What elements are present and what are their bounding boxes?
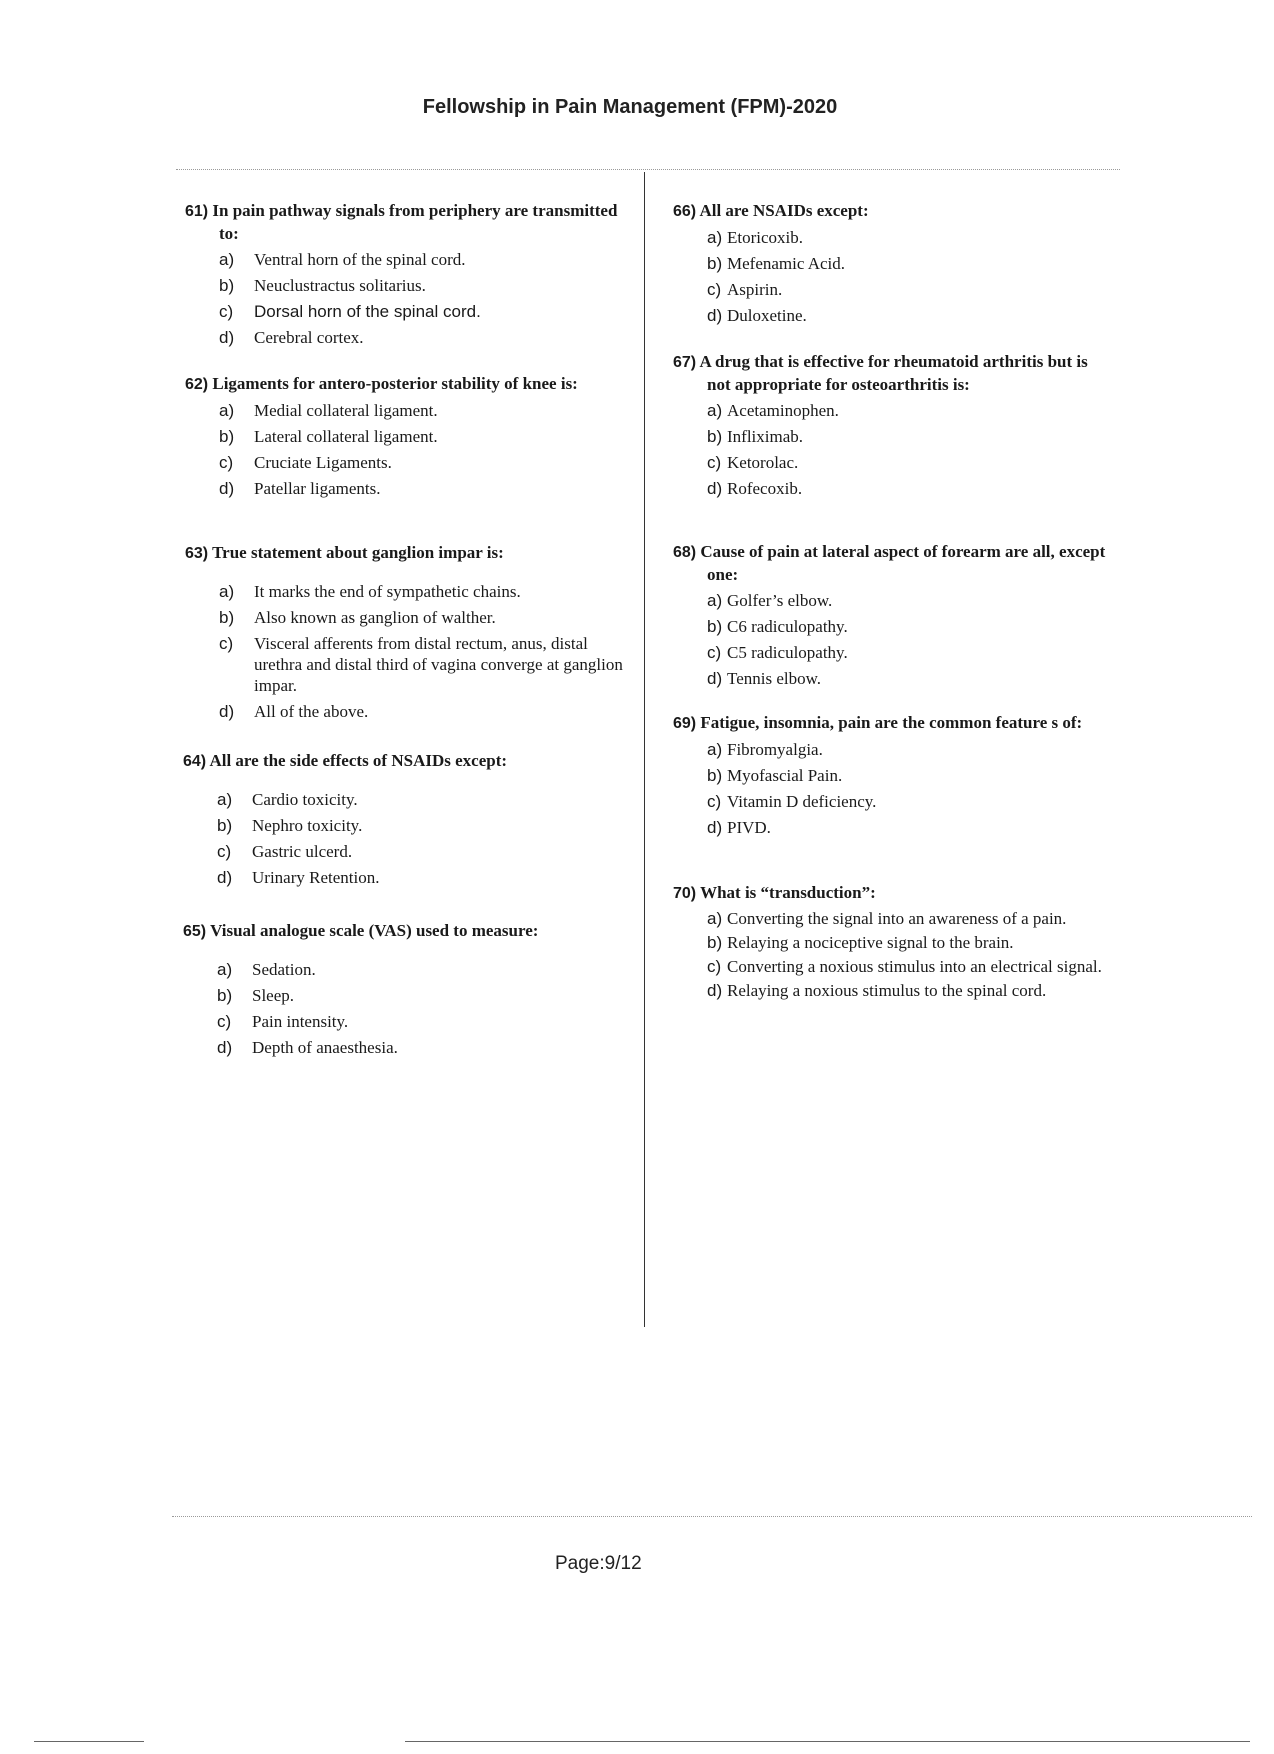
option-letter: c) [217,1012,232,1031]
option [183,1011,633,1032]
question-number: 65) [183,923,207,940]
option [183,959,633,980]
option [673,400,1113,421]
question-number: 63) [185,545,209,562]
option [185,275,625,296]
option-text: It marks the end of sympathetic chains. [254,582,521,601]
question-text: True statement about ganglion impar is: [212,543,504,562]
option [183,985,633,1006]
option-letter: d) [707,981,723,1000]
option-letter: a) [219,401,235,420]
option-text: Pain intensity. [252,1012,349,1031]
option-letter: d) [219,328,235,347]
option-letter: d) [217,868,233,887]
option-letter: b) [219,276,235,295]
option-text: Ketorolac. [727,453,799,472]
option-letter: b) [707,427,723,446]
option-text: Medial collateral ligament. [254,401,438,420]
option-text: All of the above. [254,702,369,721]
option [183,841,623,862]
question-65 [183,920,633,1063]
question-number: 66) [673,203,697,220]
question-63 [185,542,625,727]
option [183,1037,633,1058]
option-letter: c) [707,643,722,662]
option [673,957,1113,976]
option-letter: b) [217,986,233,1005]
option-letter: c) [219,302,234,321]
option-text: C5 radiculopathy. [727,643,848,662]
option-letter: a) [219,250,235,269]
question-64 [183,750,623,893]
option-text: Mefenamic Acid. [727,254,846,273]
scan-edge-line [34,1741,144,1742]
option-letter: c) [707,957,722,976]
question-text: Ligaments for antero-posterior stability of knee is: [212,374,578,393]
question-number: 64) [183,753,207,770]
option-letter: a) [707,401,723,420]
option-letter: b) [707,254,723,273]
question-68 [673,541,1113,694]
column-divider [644,172,645,1327]
option-text: Converting a noxious stimulus into an electrical signal. [727,957,1102,976]
option [185,452,625,473]
option-text: Vitamin D deficiency. [727,792,877,811]
option-text: Nephro toxicity. [252,816,363,835]
option-letter: d) [707,306,723,325]
option [185,426,625,447]
option-text: Aspirin. [727,280,783,299]
option-text: Dorsal horn of the spinal cord. [254,302,481,321]
question-text: All are the side effects of NSAIDs except: [209,751,508,770]
option-text: Relaying a nociceptive signal to the brain. [727,933,1014,952]
question-69 [673,712,1113,843]
option-text: Fibromyalgia. [727,740,823,759]
option [183,867,623,888]
option-text: Duloxetine. [727,306,807,325]
question-62 [185,373,625,504]
option-letter: b) [707,766,723,785]
option-text: Depth of anaesthesia. [252,1038,398,1057]
page-title: Fellowship in Pain Management (FPM)-2020 [422,96,838,118]
option [185,607,625,628]
option [673,817,1113,838]
question-number: 61) [185,203,209,220]
option-letter: a) [707,740,723,759]
question-text: Fatigue, insomnia, pain are the common feature s of: [700,713,1083,732]
option [185,249,625,270]
option-letter: c) [217,842,232,861]
option [185,478,625,499]
option-text: Urinary Retention. [252,868,380,887]
option [673,590,1113,611]
option [183,789,623,810]
question-number: 68) [673,544,697,561]
question-70 [673,882,1113,1005]
option [673,668,1113,689]
option-text: Cerebral cortex. [254,328,364,347]
top-divider [176,169,1120,170]
option-letter: c) [707,280,722,299]
option-letter: c) [707,453,722,472]
option-text: C6 radiculopathy. [727,617,848,636]
option-text: Tennis elbow. [727,669,822,688]
option-letter: b) [219,427,235,446]
option-text: Cardio toxicity. [252,790,358,809]
option-letter: d) [219,702,235,721]
question-text: Visual analogue scale (VAS) used to measure: [210,921,539,940]
option [673,253,1113,274]
question-text: Cause of pain at lateral aspect of forearm are all, except one: [700,542,1106,584]
option [673,981,1113,1000]
option [673,616,1113,637]
question-text: In pain pathway signals from periphery are transmitted to: [212,201,618,243]
option-text: Golfer’s elbow. [727,591,833,610]
option-text: Also known as ganglion of walther. [254,608,496,627]
option [183,815,623,836]
option-letter: a) [217,960,233,979]
option-letter: d) [707,669,723,688]
option-text: Gastric ulcerd. [252,842,353,861]
page-number: Page:9/12 [555,1553,642,1574]
option-text: Converting the signal into an awareness of a pain. [727,909,1067,928]
option [673,642,1113,663]
option [673,765,1113,786]
option-text: Neuclustractus solitarius. [254,276,426,295]
option-letter: d) [707,818,723,837]
option [185,327,625,348]
option [185,400,625,421]
question-number: 62) [185,376,209,393]
option [673,227,1113,248]
option [673,933,1113,952]
question-text: A drug that is effective for rheumatoid arthritis but is not appropriate for osteoarthritis is: [699,352,1088,394]
question-number: 67) [673,354,697,371]
option-text: Rofecoxib. [727,479,803,498]
option-text: Lateral collateral ligament. [254,427,438,446]
option-letter: b) [217,816,233,835]
option-text: PIVD. [727,818,771,837]
option [673,909,1113,928]
option-letter: a) [707,909,723,928]
option-letter: c) [219,453,234,472]
option [185,581,625,602]
option-letter: c) [219,634,234,653]
option-text: Sedation. [252,960,316,979]
question-66 [673,200,1113,331]
option [673,452,1113,473]
option [673,791,1113,812]
option [673,279,1113,300]
option-text: Ventral horn of the spinal cord. [254,250,466,269]
option [185,301,625,322]
option-letter: d) [707,479,723,498]
option-text: Acetaminophen. [727,401,839,420]
option [673,426,1113,447]
question-text: What is “transduction”: [700,883,876,902]
option-text: Cruciate Ligaments. [254,453,392,472]
option [185,701,625,722]
question-number: 69) [673,715,697,732]
option-letter: a) [217,790,233,809]
option-text: Infliximab. [727,427,804,446]
option-letter: d) [219,479,235,498]
option-letter: c) [707,792,722,811]
option-letter: b) [707,617,723,636]
option-text: Etoricoxib. [727,228,804,247]
option-text: Patellar ligaments. [254,479,381,498]
option-letter: a) [707,591,723,610]
option-letter: b) [707,933,723,952]
option-letter: a) [707,228,723,247]
question-67 [673,351,1113,504]
option-text: Relaying a noxious stimulus to the spinal cord. [727,981,1047,1000]
option-letter: d) [217,1038,233,1057]
option [673,305,1113,326]
question-text: All are NSAIDs except: [699,201,869,220]
option-text: Visceral afferents from distal rectum, anus, distal urethra and distal third of vagina converge at ganglion impar. [254,634,623,695]
option-text: Sleep. [252,986,295,1005]
option-text: Myofascial Pain. [727,766,843,785]
option-letter: b) [219,608,235,627]
option-letter: a) [219,582,235,601]
question-number: 70) [673,885,697,902]
question-61 [185,200,625,353]
option [673,739,1113,760]
option [673,478,1113,499]
bottom-divider [172,1516,1252,1517]
scan-edge-line [405,1741,1250,1742]
option [185,633,625,696]
